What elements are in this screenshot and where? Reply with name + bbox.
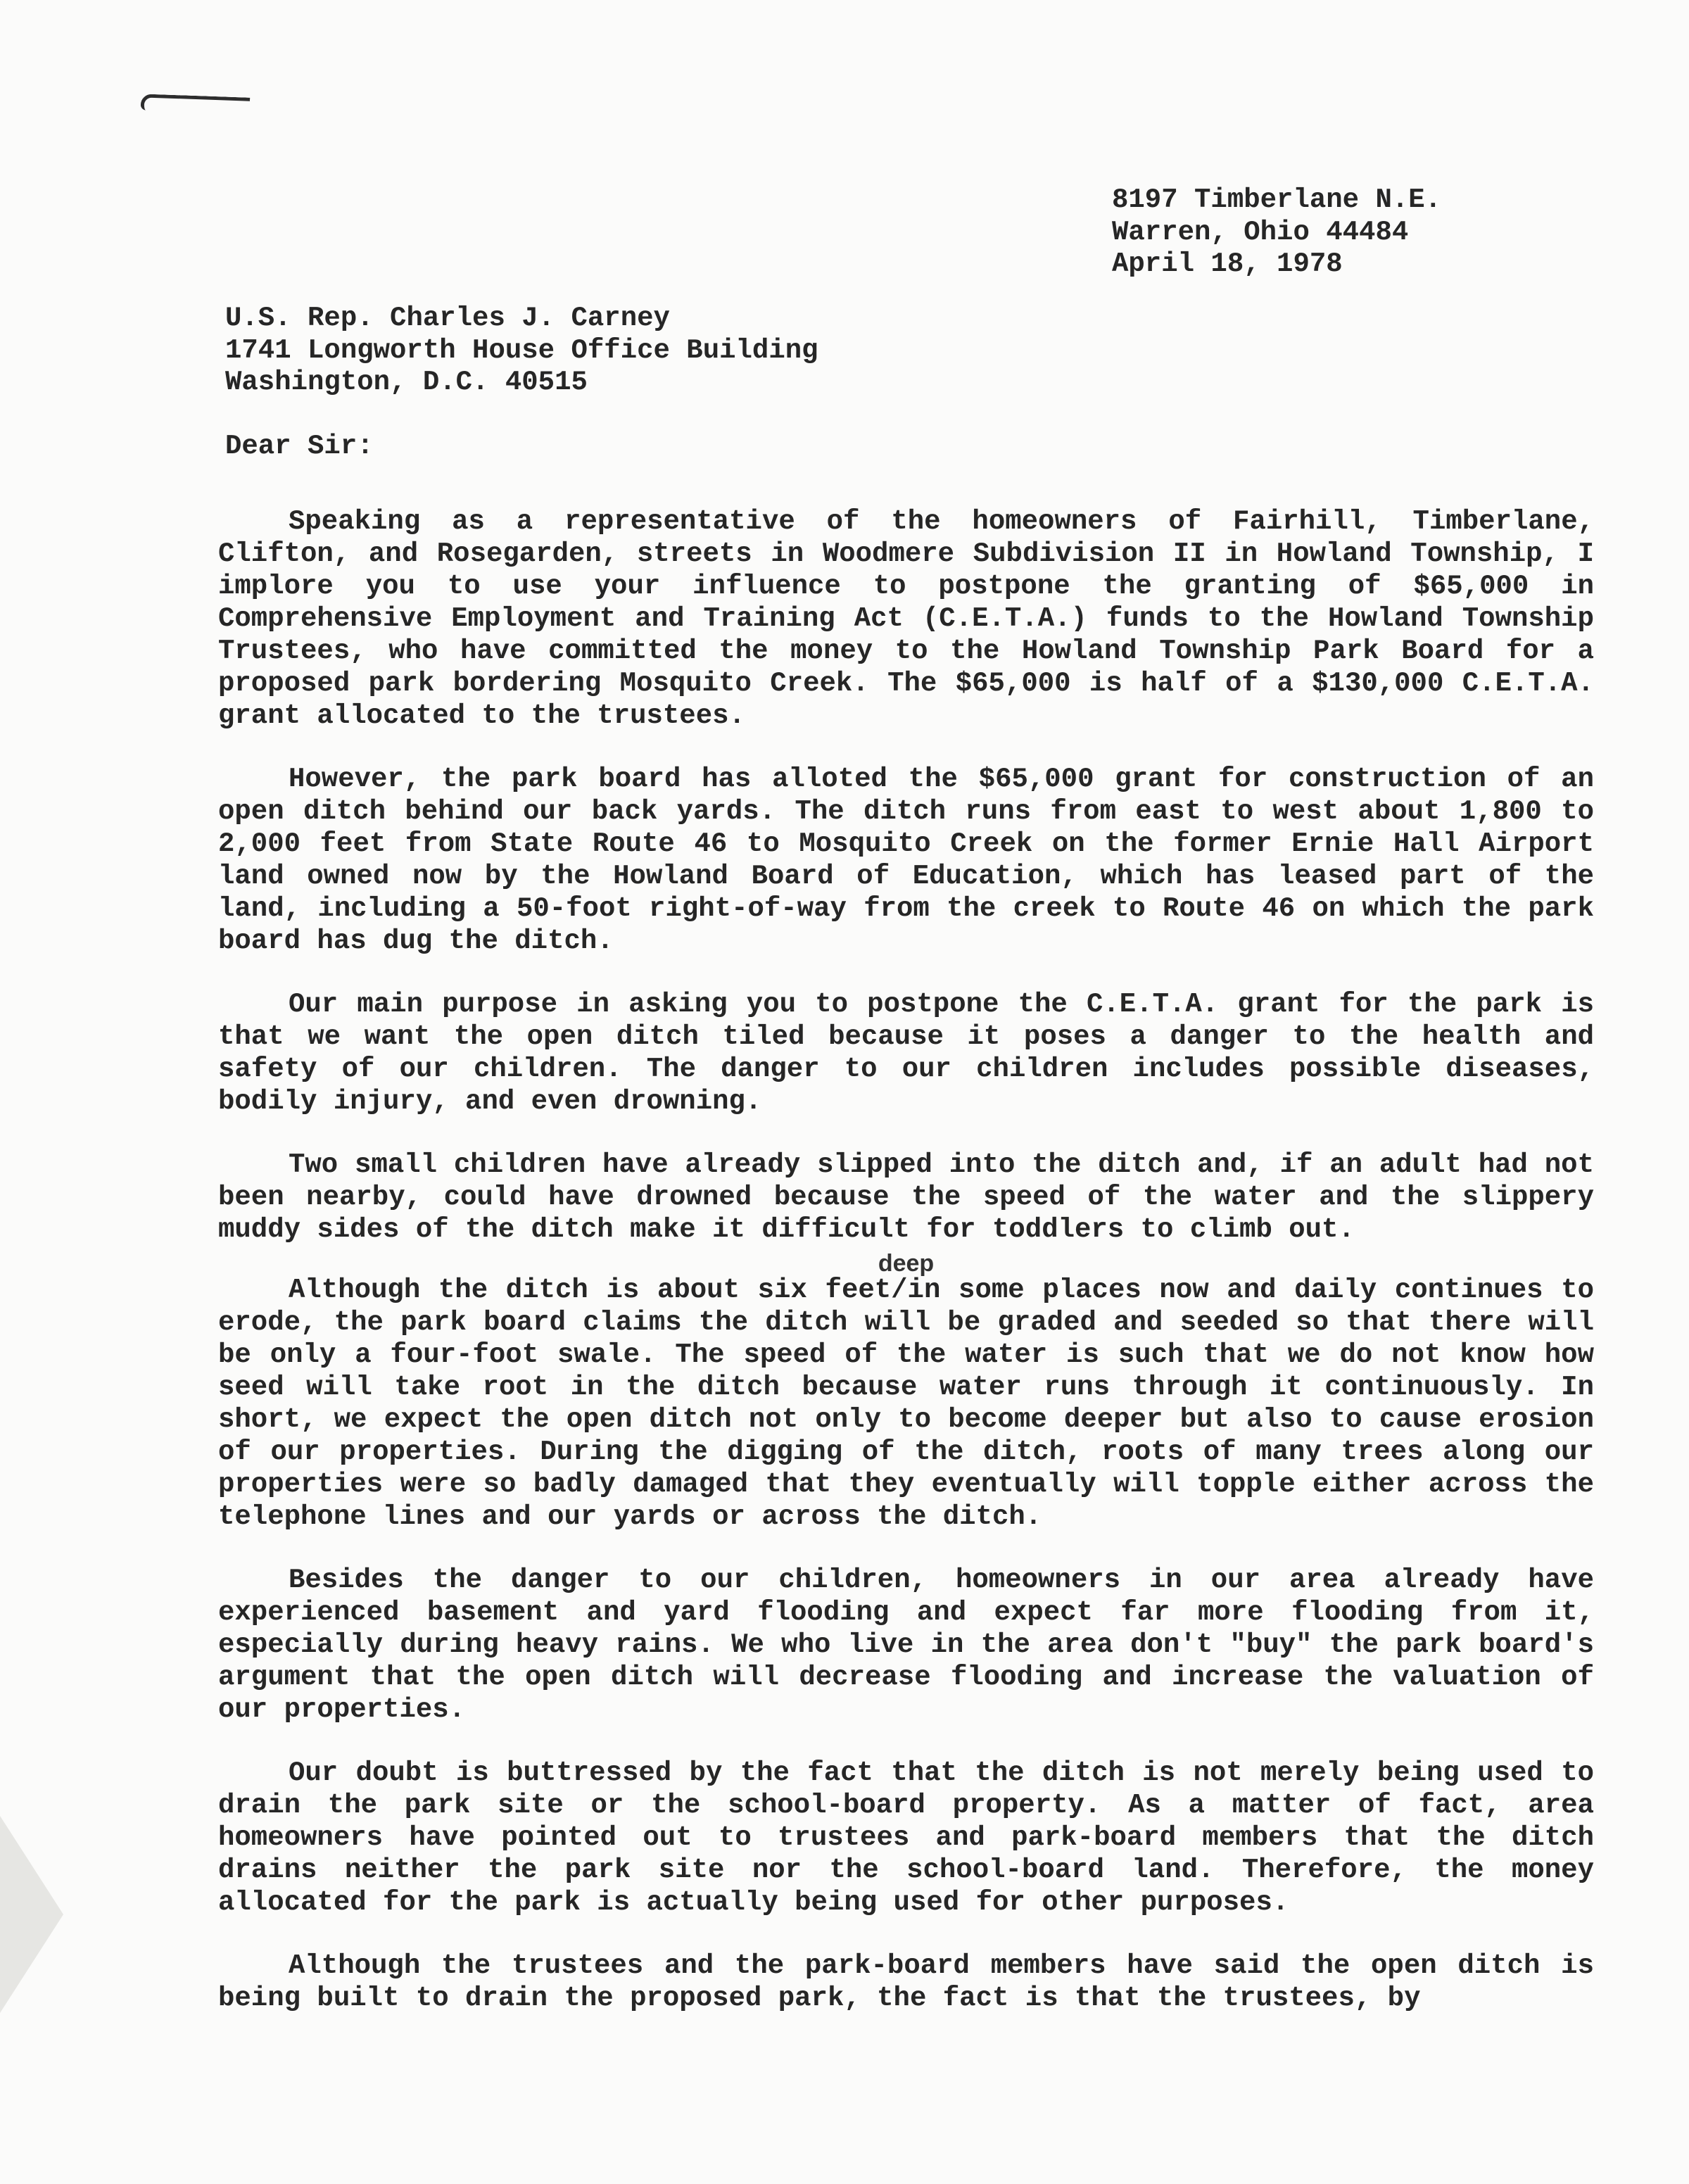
sender-address	[1112, 184, 1441, 281]
staple-mark	[141, 94, 251, 113]
recipient-city: Washington, D.C. 40515	[225, 367, 588, 398]
paragraph-4: Two small children have already slipped into the ditch and, if an adult had not been nearby, could have drowned because the speed of the water and the slippery muddy sides of the ditch make it difficult for toddlers to climb out.	[218, 1149, 1594, 1245]
paragraph-6: Besides the danger to our children, homeowners in our area already have experienced basement and yard flooding and expect far more flooding from it, especially during heavy rains. We who live in the area don't "buy" the park board's argument that the open ditch will decrease flooding and increase the valuation of our properties.	[218, 1565, 1594, 1725]
recipient-name: U.S. Rep. Charles J. Carney	[225, 303, 670, 334]
salutation: Dear Sir:	[225, 431, 374, 462]
handwritten-insertion: deep	[878, 1250, 935, 1277]
paragraph-3: Our main purpose in asking you to postpone the C.E.T.A. grant for the park is that we want the open ditch tiled because it poses a danger to the health and safety of our children. The danger to our children includes possible diseases, bodily injury, and even drowning.	[218, 989, 1594, 1117]
letter-body	[218, 505, 1594, 2014]
paragraph-8: Although the trustees and the park-board members have said the open ditch is being built to drain the proposed park, the fact is that the trustees, by	[218, 1950, 1594, 2014]
sender-city: Warren, Ohio 44484	[1112, 216, 1409, 248]
recipient-office: 1741 Longworth House Office Building	[225, 334, 818, 366]
paper-fold	[0, 1816, 63, 2013]
paragraph-5: Although the ditch is about six feet/in some places now and daily continues to erode, the park board claims the ditch will be graded and seeded so that there will be only a four-foot swale. The speed of the water is such that we do not know how seed will take root in the ditch because water runs through it continuously. In short, we expect the open ditch not only to become deeper but also to cause erosion of our properties. During the digging of the ditch, roots of many trees along our properties were so badly damaged that they eventually will topple either across the telephone lines and our yards or across the ditch.	[218, 1275, 1594, 1532]
paragraph-2: However, the park board has alloted the $65,000 grant for construction of an open ditch behind our back yards. The ditch runs from east to west about 1,800 to 2,000 feet from State Route 46 to Mosquito Creek on the former Ernie Hall Airport land owned now by the Howland Board of Education, which has leased part of the land, including a 50-foot right-of-way from the creek to Route 46 on which the park board has dug the ditch.	[218, 764, 1594, 957]
letter-date: April 18, 1978	[1112, 248, 1343, 279]
paragraph-7: Our doubt is buttressed by the fact that the ditch is not merely being used to drain the park site or the school-board property. As a matter of fact, area homeowners have pointed out to trustees and park-board members that the ditch drains neither the park site nor the school-board land. Therefore, the money allocated for the park is actually being used for other purposes.	[218, 1757, 1594, 1918]
recipient-address	[225, 303, 818, 399]
sender-street: 8197 Timberlane N.E.	[1112, 184, 1442, 215]
paragraph-1: Speaking as a representative of the homeowners of Fairhill, Timberlane, Clifton, and Rosegarden, streets in Woodmere Subdivision II in Howland Township, I implore you to use your influence to postpone the granting of $65,000 in Comprehensive Employment and Training Act (C.E.T.A.) funds to the Howland Township Trustees, who have committed the money to the Howland Township Park Board for a proposed park bordering Mosquito Creek. The $65,000 is half of a $130,000 C.E.T.A. grant allocated to the trustees.	[218, 506, 1594, 731]
